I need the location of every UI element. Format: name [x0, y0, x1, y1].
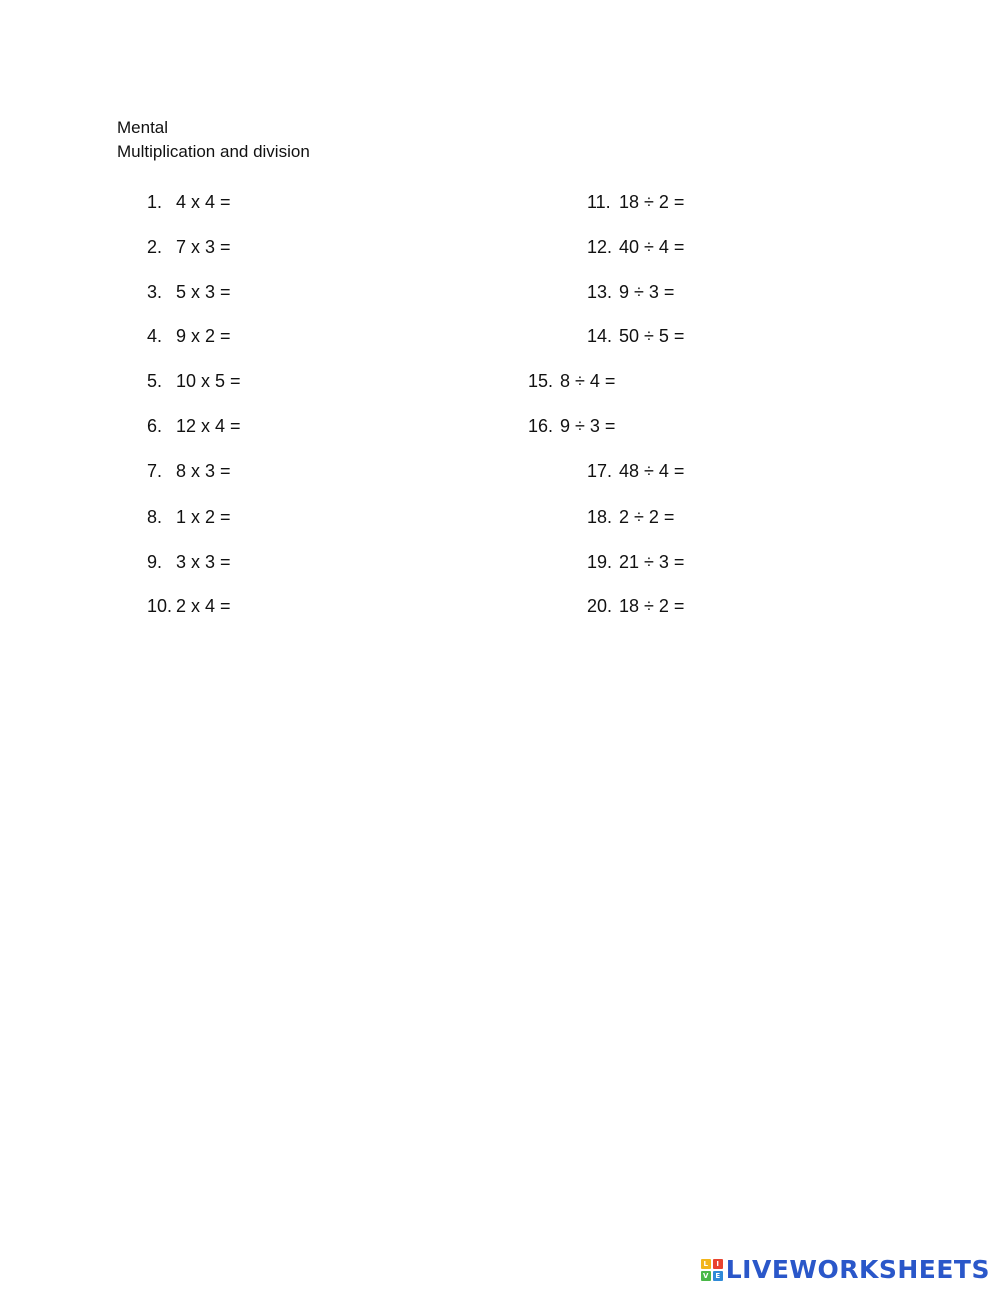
question-expression: 1 x 2 = — [176, 507, 231, 527]
question-16 — [528, 415, 615, 437]
question-expression: 5 x 3 = — [176, 282, 231, 302]
logo-tile-i: I — [713, 1259, 723, 1269]
question-6 — [147, 415, 241, 437]
question-14 — [587, 325, 684, 347]
question-expression: 7 x 3 = — [176, 237, 231, 257]
question-number: 5. — [147, 371, 163, 391]
question-expression: 40 ÷ 4 = — [619, 237, 685, 257]
question-7 — [147, 460, 231, 482]
question-number: 1. — [147, 192, 163, 212]
worksheet-title-line1: Mental — [117, 118, 169, 137]
question-expression: 2 ÷ 2 = — [619, 507, 675, 527]
question-number: 19. — [587, 552, 613, 572]
question-number: 18. — [587, 507, 613, 527]
question-expression: 9 ÷ 3 = — [619, 282, 675, 302]
question-9 — [147, 551, 231, 573]
question-expression: 18 ÷ 2 = — [619, 192, 685, 212]
question-17 — [587, 460, 684, 482]
question-11 — [587, 191, 684, 213]
question-expression: 9 ÷ 3 = — [560, 416, 616, 436]
question-number: 20. — [587, 596, 613, 616]
question-19 — [587, 551, 684, 573]
question-5 — [147, 370, 241, 392]
question-expression: 21 ÷ 3 = — [619, 552, 685, 572]
question-number: 7. — [147, 461, 163, 481]
question-number: 2. — [147, 237, 163, 257]
question-number: 3. — [147, 282, 163, 302]
question-number: 13. — [587, 282, 613, 302]
question-18 — [587, 506, 674, 528]
question-number: 8. — [147, 507, 163, 527]
question-expression: 12 x 4 = — [176, 416, 241, 436]
question-expression: 48 ÷ 4 = — [619, 461, 685, 481]
question-20 — [587, 595, 684, 617]
question-12 — [587, 236, 684, 258]
worksheet-title-line2: Multiplication and division — [117, 142, 310, 161]
question-13 — [587, 281, 674, 303]
question-8 — [147, 506, 231, 528]
logo-tile-e: E — [713, 1271, 723, 1281]
question-15 — [528, 370, 615, 392]
question-10 — [147, 595, 231, 617]
question-expression: 4 x 4 = — [176, 192, 231, 212]
logo-wordmark: LIVEWORKSHEETS — [725, 1255, 990, 1284]
logo-tile-l: L — [701, 1259, 711, 1269]
question-expression: 50 ÷ 5 = — [619, 326, 685, 346]
question-expression: 18 ÷ 2 = — [619, 596, 685, 616]
question-expression: 8 x 3 = — [176, 461, 231, 481]
question-number: 14. — [587, 326, 613, 346]
question-number: 17. — [587, 461, 613, 481]
logo-tile-v: V — [701, 1271, 711, 1281]
question-number: 10. — [147, 596, 173, 616]
question-expression: 2 x 4 = — [176, 596, 231, 616]
liveworksheets-logo — [701, 1255, 990, 1285]
question-number: 15. — [528, 371, 554, 391]
question-number: 4. — [147, 326, 163, 346]
question-1 — [147, 191, 231, 213]
question-number: 6. — [147, 416, 163, 436]
question-expression: 10 x 5 = — [176, 371, 241, 391]
question-number: 11. — [587, 192, 611, 212]
question-number: 9. — [147, 552, 163, 572]
question-expression: 3 x 3 = — [176, 552, 231, 572]
question-number: 12. — [587, 237, 613, 257]
question-expression: 9 x 2 = — [176, 326, 231, 346]
question-number: 16. — [528, 416, 554, 436]
question-3 — [147, 281, 231, 303]
question-expression: 8 ÷ 4 = — [560, 371, 616, 391]
question-2 — [147, 236, 231, 258]
logo-mark-icon — [701, 1259, 723, 1281]
question-4 — [147, 325, 231, 347]
